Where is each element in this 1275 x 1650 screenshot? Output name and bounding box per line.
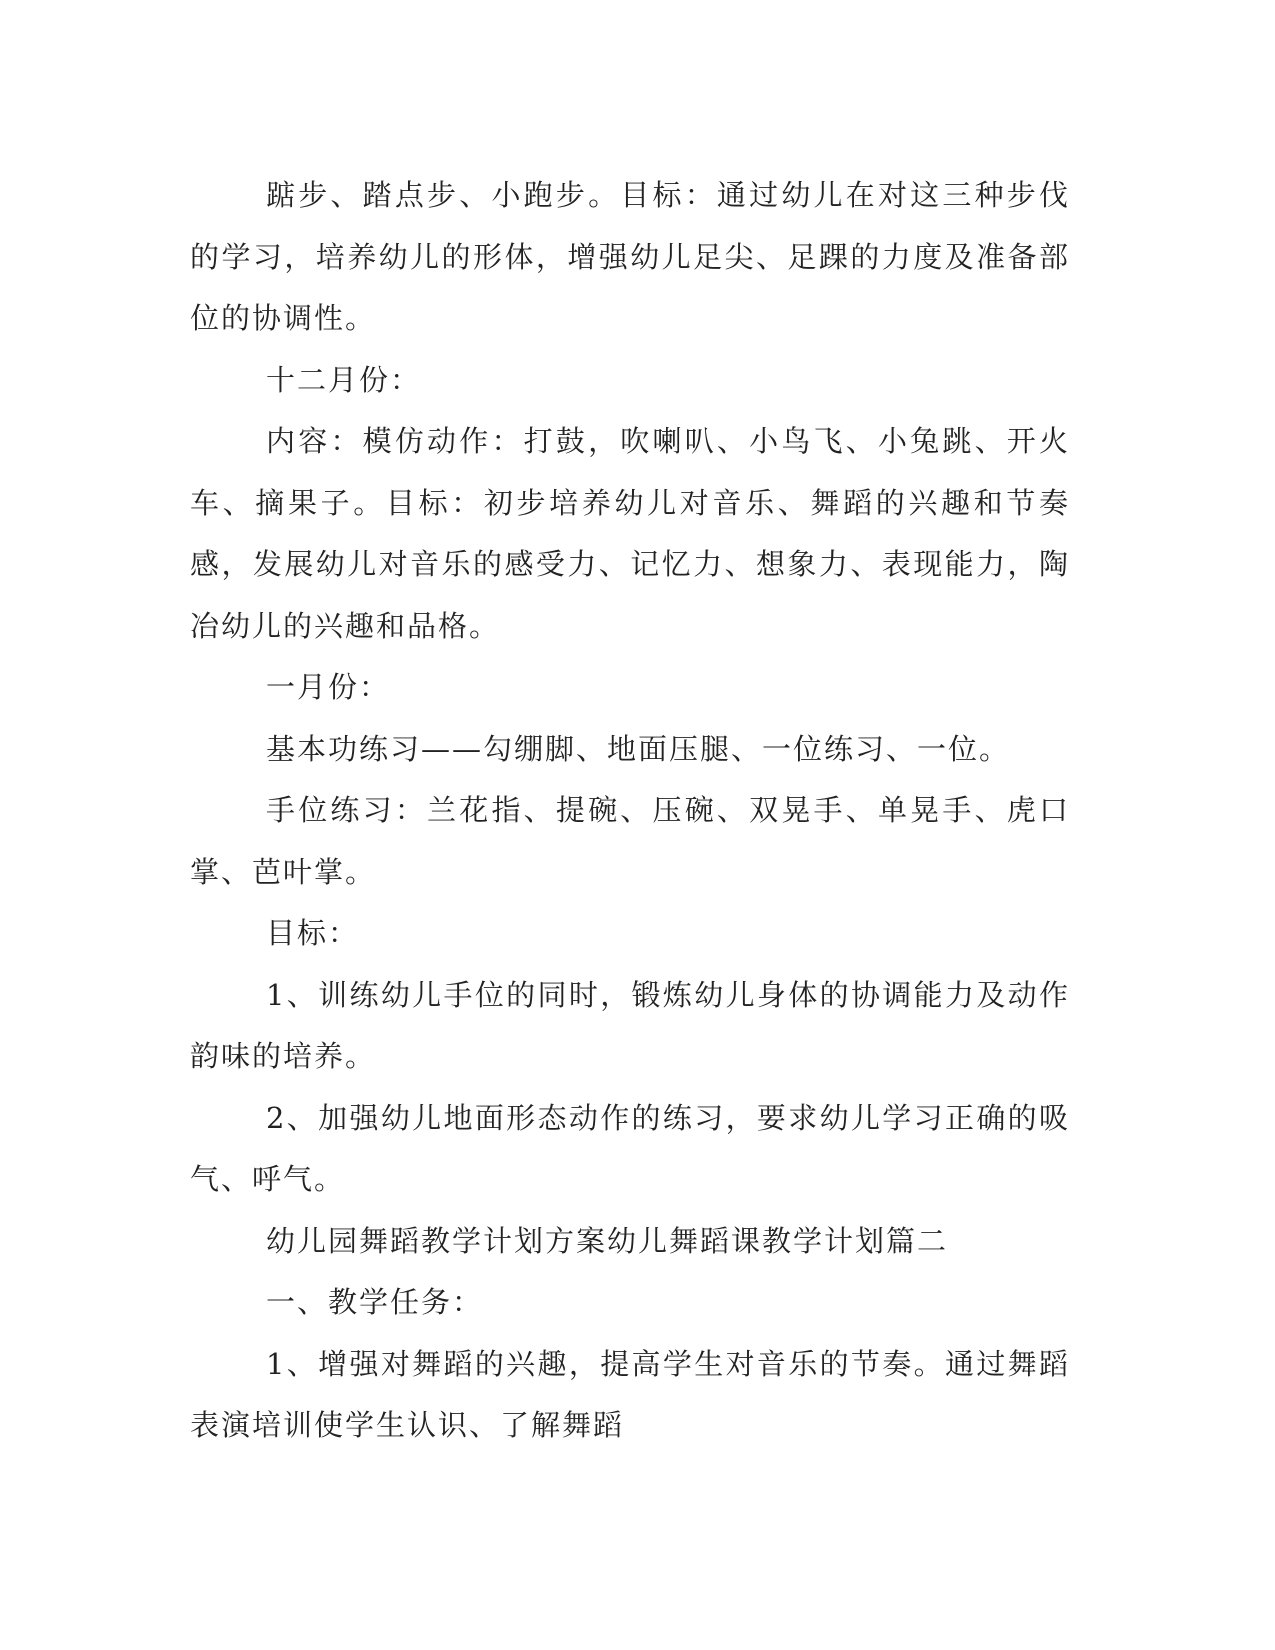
paragraph-hand-positions: 手位练习：兰花指、提碗、压碗、双晃手、单晃手、虎口掌、芭叶掌。	[190, 793, 1070, 889]
paragraph-teaching-tasks-heading: 一、教学任务：	[266, 1285, 484, 1319]
paragraph-teaching-task-1: 1、增强对舞蹈的兴趣，提高学生对音乐的节奏。通过舞蹈表演培训使学生认识、了解舞蹈	[190, 1346, 1070, 1442]
paragraph-goal-item-1: 1、训练幼儿手位的同时，锻炼幼儿身体的协调能力及动作韵味的培养。	[190, 977, 1070, 1073]
paragraph-section-title: 幼儿园舞蹈教学计划方案幼儿舞蹈课教学计划篇二	[266, 1223, 949, 1258]
paragraph-goal-heading: 目标：	[266, 916, 360, 950]
paragraph-january-heading: 一月份：	[266, 670, 391, 704]
paragraph-basic-skills: 基本功练习——勾绷脚、地面压腿、一位练习、一位。	[266, 731, 1011, 766]
paragraph-december-heading: 十二月份：	[266, 362, 422, 397]
document-body	[190, 165, 1070, 1457]
paragraph-goal-item-2: 2、加强幼儿地面形态动作的练习，要求幼儿学习正确的吸气、呼气。	[190, 1100, 1070, 1196]
paragraph-steps-goal: 踮步、踏点步、小跑步。目标：通过幼儿在对这三种步伐的学习，培养幼儿的形体，增强幼儿足尖、足踝的力度及准备部位的协调性。	[190, 178, 1070, 335]
paragraph-december-content: 内容：模仿动作：打鼓，吹喇叭、小鸟飞、小兔跳、开火车、摘果子。目标：初步培养幼儿对音乐、舞蹈的兴趣和节奏感，发展幼儿对音乐的感受力、记忆力、想象力、表现能力，陶冶幼儿的兴趣和品格。	[190, 424, 1070, 643]
